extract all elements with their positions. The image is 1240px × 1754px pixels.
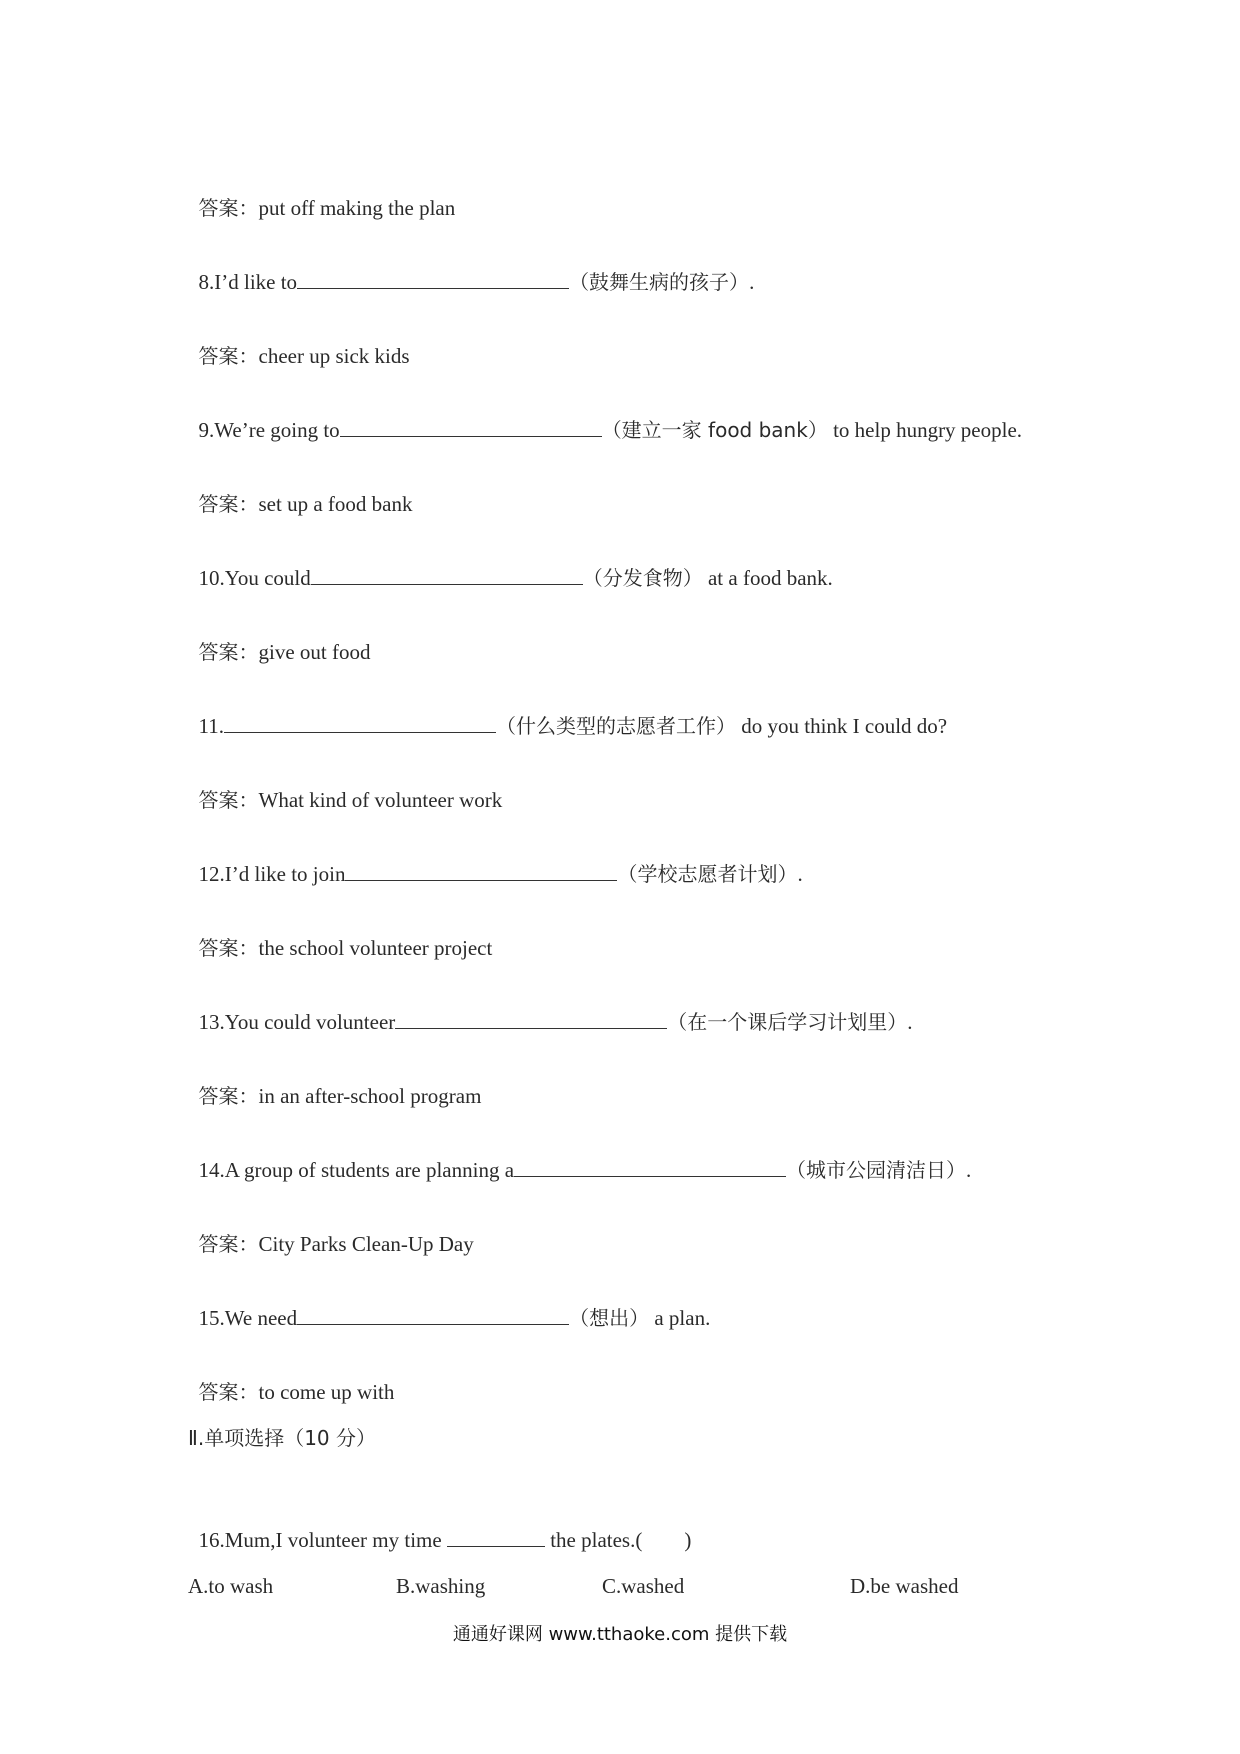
answer-text: give out food [258, 640, 371, 664]
answer-blank [224, 712, 496, 733]
question-text: We need [224, 1306, 298, 1330]
question-number: 14. [198, 1158, 225, 1182]
answer-text: City Parks Clean-Up Day [258, 1232, 474, 1256]
question-number: 11. [198, 714, 224, 738]
answer-text: put off making the plan [258, 196, 456, 220]
question-text-after: . [907, 1010, 913, 1034]
question-text: We’re going to [214, 418, 340, 442]
option-b: B.washing [396, 1574, 486, 1598]
answer-text: set up a food bank [258, 492, 413, 516]
question-number: 13. [198, 1010, 225, 1034]
chinese-hint: （学校志愿者计划） [617, 862, 798, 886]
answer-label: 答案： [198, 196, 259, 220]
question-number: 9. [198, 418, 215, 442]
option-d: D.be washed [850, 1574, 959, 1598]
question-text-after: do you think I could do? [735, 714, 948, 738]
answer-text: in an after-school program [258, 1084, 482, 1108]
page-footer: 通通好课网 www.tthaoke.com 提供下载 [452, 1624, 788, 1645]
chinese-hint: （分发食物） [582, 566, 703, 590]
question-text-after: the plates.( ) [544, 1528, 692, 1552]
question-9 [188, 388, 1022, 444]
question-number: 8. [198, 270, 215, 294]
question-text-after: . [966, 1158, 972, 1182]
question-text: 16.Mum,I volunteer my time [198, 1528, 447, 1552]
question-11 [188, 684, 947, 740]
answer-13 [188, 1054, 481, 1110]
question-text: You could [224, 566, 311, 590]
question-15 [188, 1276, 710, 1332]
answer-label: 答案： [198, 344, 259, 368]
answer-14 [188, 1202, 474, 1258]
chinese-hint: （鼓舞生病的孩子） [569, 270, 750, 294]
option-a: A.to wash [188, 1574, 274, 1598]
chinese-hint: （什么类型的志愿者工作） [495, 714, 736, 738]
answer-text: What kind of volunteer work [258, 788, 503, 812]
question-12 [188, 832, 803, 888]
section-title: Ⅱ.单项选择（10 分） [188, 1426, 377, 1450]
question-text-after: . [749, 270, 755, 294]
answer-9 [188, 462, 412, 518]
answer-11 [188, 758, 502, 814]
answer-label: 答案： [198, 936, 259, 960]
question-14 [188, 1128, 971, 1184]
question-text: A group of students are planning a [224, 1158, 515, 1182]
question-text-after: . [797, 862, 803, 886]
answer-blank [340, 416, 602, 437]
answer-text: cheer up sick kids [258, 344, 410, 368]
answer-blank [297, 268, 569, 289]
chinese-hint: （建立一家 food bank） [601, 418, 828, 442]
option-c: C.washed [602, 1574, 685, 1598]
answer-12 [188, 906, 492, 962]
question-8 [188, 240, 754, 296]
answer-blank [297, 1304, 569, 1325]
answer-10 [188, 610, 370, 666]
answer-text: to come up with [258, 1380, 395, 1404]
chinese-hint: （在一个课后学习计划里） [667, 1010, 908, 1034]
answer-blank [311, 564, 583, 585]
question-number: 15. [198, 1306, 225, 1330]
chinese-hint: （城市公园清洁日） [786, 1158, 967, 1182]
question-text: I’d like to join [224, 862, 346, 886]
chinese-hint: （想出） [569, 1306, 650, 1330]
answer-7 [188, 166, 455, 222]
question-text: I’d like to [214, 270, 298, 294]
question-16 [188, 1498, 691, 1554]
answer-label: 答案： [198, 1380, 259, 1404]
answer-8 [188, 314, 410, 370]
question-text-after: at a food bank. [702, 566, 833, 590]
options-row [188, 1572, 1008, 1600]
answer-blank [447, 1526, 545, 1547]
question-text: You could volunteer [224, 1010, 396, 1034]
question-13 [188, 980, 913, 1036]
answer-label: 答案： [198, 640, 259, 664]
question-10 [188, 536, 833, 592]
answer-label: 答案： [198, 1232, 259, 1256]
answer-blank [345, 860, 617, 881]
answer-label: 答案： [198, 788, 259, 812]
answer-text: the school volunteer project [258, 936, 493, 960]
answer-15 [188, 1350, 394, 1406]
answer-blank [395, 1008, 667, 1029]
question-text-after: to help hungry people. [827, 418, 1023, 442]
question-number: 12. [198, 862, 225, 886]
answer-label: 答案： [198, 1084, 259, 1108]
answer-label: 答案： [198, 492, 259, 516]
question-text-after: a plan. [649, 1306, 711, 1330]
answer-blank [514, 1156, 786, 1177]
question-number: 10. [198, 566, 225, 590]
